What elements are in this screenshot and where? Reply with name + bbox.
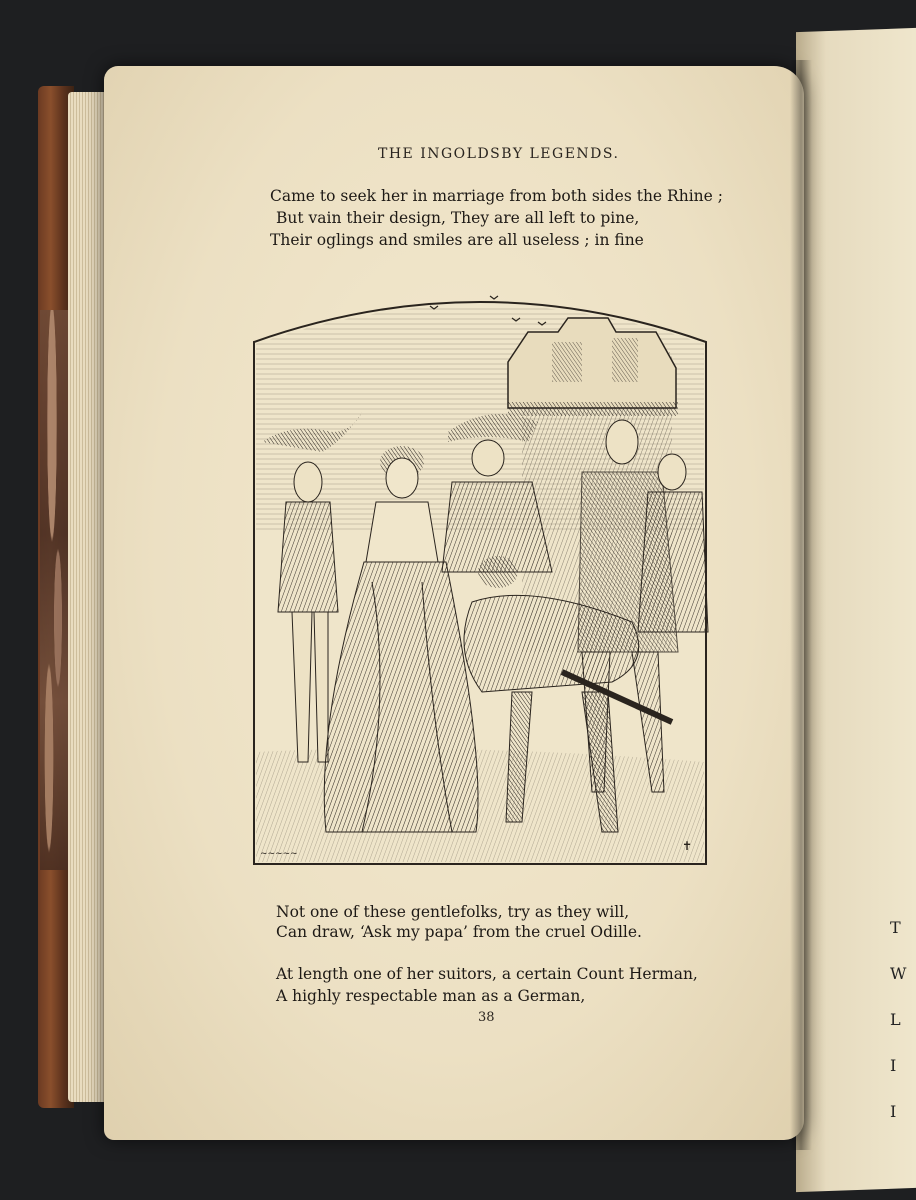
svg-text:✝: ✝ <box>682 839 693 853</box>
facing-letter: I <box>890 1102 897 1121</box>
verse-line: Their oglings and smiles are all useless ; in fine <box>270 231 644 249</box>
marbled-cover <box>40 310 70 870</box>
verse-line: But vain their design, They are all left to pine, <box>276 209 640 227</box>
svg-text:~~~~~: ~~~~~ <box>260 849 298 859</box>
page-number: 38 <box>478 1010 495 1025</box>
verse-line: Came to seek her in marriage from both sides the Rhine ; <box>270 187 723 205</box>
facing-letter: I <box>890 1056 897 1075</box>
verse-line: Not one of these gentlefolks, try as they will, <box>276 903 630 921</box>
verse-line: At length one of her suitors, a certain Count Herman, <box>276 965 698 983</box>
engraving-illustration <box>252 282 708 866</box>
verse-line: A highly respectable man as a German, <box>276 987 586 1005</box>
facing-letter: W <box>890 964 907 983</box>
facing-page-text <box>890 905 910 1135</box>
facing-letter: T <box>890 918 901 937</box>
running-head: THE INGOLDSBY LEGENDS. <box>378 146 620 162</box>
verse-line: Can draw, ‘Ask my papa’ from the cruel Odille. <box>276 923 642 941</box>
facing-letter: L <box>890 1010 901 1029</box>
page-gutter <box>790 60 812 1150</box>
